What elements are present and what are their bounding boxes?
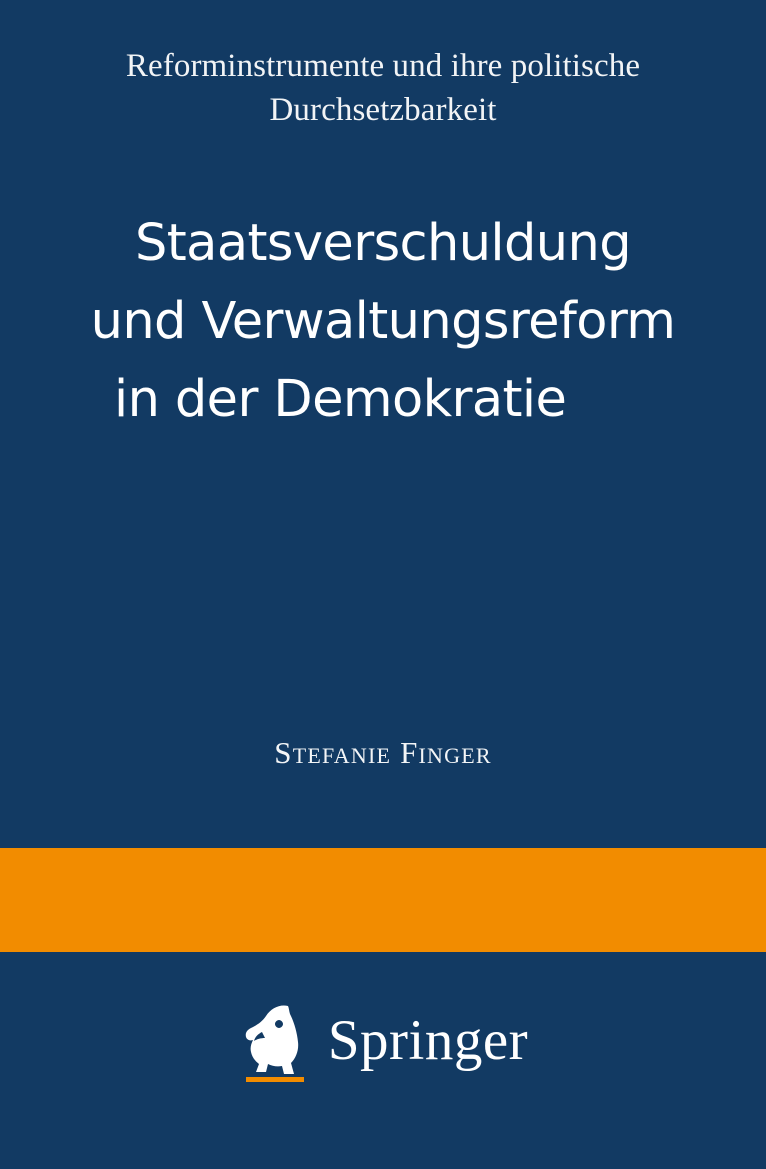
cover-title-line-3: in der Demokratie: [114, 370, 567, 429]
cover-title: [0, 205, 766, 439]
cover-author: Stefanie Finger: [274, 735, 492, 770]
springer-logo-underline: [246, 1077, 304, 1082]
cover-orange-band: [0, 848, 766, 952]
cover-title-line-1: Staatsverschuldung: [135, 214, 631, 273]
publisher-logo: [0, 1000, 766, 1086]
springer-knight-icon: [238, 1000, 314, 1086]
cover-title-line-2: und Verwaltungsreform: [90, 292, 676, 351]
publisher-name: Springer: [327, 1008, 529, 1072]
cover-subtitle: Reforminstrumente und ihre politische Durchsetzbarkeit: [125, 48, 641, 128]
